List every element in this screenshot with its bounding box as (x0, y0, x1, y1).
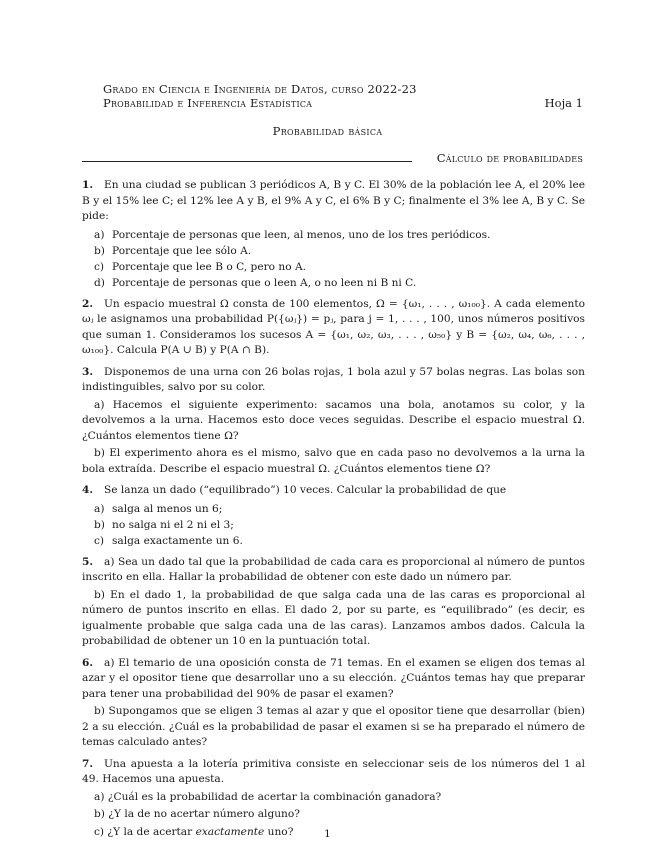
problem-2 (82, 297, 585, 359)
problem-number: 6. (82, 656, 94, 669)
problem-7-part-c: c) ¿Y la de acertar exactamente uno? (94, 825, 294, 838)
problem-4 (82, 483, 585, 549)
problem-number: 4. (82, 484, 94, 496)
list-item: d) Porcentaje de personas que o leen A, o no leen ni B ni C. (94, 276, 417, 289)
problem-3 (82, 365, 585, 478)
list-item: a) salga al menos un 6; (94, 502, 223, 515)
problem-5-part-b: b) En el dado 1, la probabilidad de que salga cada una de las caras es proporcional al número de puntos inscrito en ellas. El dado 2, por su parte, es “equilibrado” (es decir, es igualmente probable que salga cada una de las caras). Lanzamos ambos dados. Calcula la probabilidad de obtener un 10 en la puntuación total. (82, 588, 585, 647)
list-item: b) no salga ni el 2 ni el 3; (94, 518, 234, 531)
problem-text: Se lanza un dado (“equilibrado”) 10 veces. Calcular la probabilidad de que (104, 484, 507, 496)
problem-6-part-a: a) El temario de una oposición consta de 71 temas. En el examen se eligen dos temas al azar y el opositor tiene que desarrollar uno a su elección. ¿Cuántos temas hay que preparar para tener una probabilidad del 90% de pasar el examen? (82, 656, 585, 700)
problem-6 (82, 656, 585, 751)
problem-text: Un espacio muestral Ω consta de 100 elementos, Ω = {ω₁, . . . , ω₁₀₀}. A cada elemento ωⱼ le asignamos una probabilidad P({ωⱼ}) = pⱼ, para j = 1, . . . , 100, unos números positivos que suman 1. Consideramos los sucesos A = {ω₁, ω₂, ω₃, . . . , ω₅₀} y B = {ω₂, ω₄, ω₆, . . . , ω₁₀₀}. Calcula P(A ∪ B) y P(A ∩ B). (82, 297, 585, 356)
problem-number: 1. (82, 179, 94, 191)
list-item: c) Porcentaje que lee B o C, pero no A. (94, 260, 307, 273)
problem-7-part-b: b) ¿Y la de no acertar número alguno? (94, 808, 300, 820)
problem-5-part-a: a) Sea un dado tal que la probabilidad de cada cara es proporcional al número de puntos inscrito en ella. Hallar la probabilidad de obtener con este dado un número par. (82, 555, 585, 583)
problem-text: En una ciudad se publican 3 periódicos A, B y C. El 30% de la población lee A, el 20% lee B y el 15% lee C; el 12% lee A y B, el 9% A y C, el 6% B y C; finalmente el 3% lee A, B y C. Se pide: (82, 179, 585, 222)
problem-1-items (94, 227, 585, 291)
section-title: Cálculo de probabilidades (436, 151, 583, 165)
problem-5 (82, 555, 585, 650)
problem-number: 5. (82, 555, 94, 568)
problem-3-part-a: a) Hacemos el siguiente experimento: sacamos una bola, anotamos su color, y la devolvemos a la urna. Hacemos esto doce veces seguidas. Describe el espacio muestral Ω. ¿Cuántos elementos tiene Ω? (82, 398, 585, 442)
page-number: 1 (324, 828, 331, 840)
problem-6-part-b: b) Supongamos que se eligen 3 temas al azar y que el opositor tiene que desarrollar (bien) 2 a su elección. ¿Cuál es la probabilidad de pasar el examen si se ha preparado el número de temas calculado antes? (82, 705, 585, 748)
sheet-label: Hoja 1 (544, 96, 583, 110)
problem-1 (82, 178, 585, 291)
problem-list (82, 178, 585, 846)
problem-7-part-a: a) ¿Cuál es la probabilidad de acertar la combinación ganadora? (94, 790, 442, 803)
problem-text: Una apuesta a la lotería primitiva consiste en seleccionar seis de los números del 1 al 49. Hacemos una apuesta. (82, 757, 585, 785)
list-item: c) salga exactamente un 6. (94, 534, 243, 547)
problem-text: Disponemos de una urna con 26 bolas rojas, 1 bola azul y 57 bolas negras. Las bolas son indistinguibles, salvo por su color. (82, 365, 585, 393)
problem-4-items (94, 501, 585, 549)
problem-number: 3. (82, 365, 94, 378)
problem-number: 7. (82, 757, 94, 770)
subject-header: Probabilidad e Inferencia Estadística (103, 96, 313, 110)
list-item: b) Porcentaje que lee sólo A. (94, 244, 252, 257)
problem-3-part-b: b) El experimento ahora es el mismo, salvo que en cada paso no devolvemos a la urna la bola extraída. Describe el espacio muestral Ω. ¿Cuántos elementos tiene Ω? (82, 447, 585, 475)
page-title: Probabilidad básica (272, 124, 383, 138)
section-divider (82, 161, 412, 162)
problem-number: 2. (82, 297, 94, 310)
course-header: Grado en Ciencia e Ingeniería de Datos, curso 2022-23 (103, 82, 417, 96)
list-item: a) Porcentaje de personas que leen, al menos, uno de los tres periódicos. (94, 228, 491, 241)
